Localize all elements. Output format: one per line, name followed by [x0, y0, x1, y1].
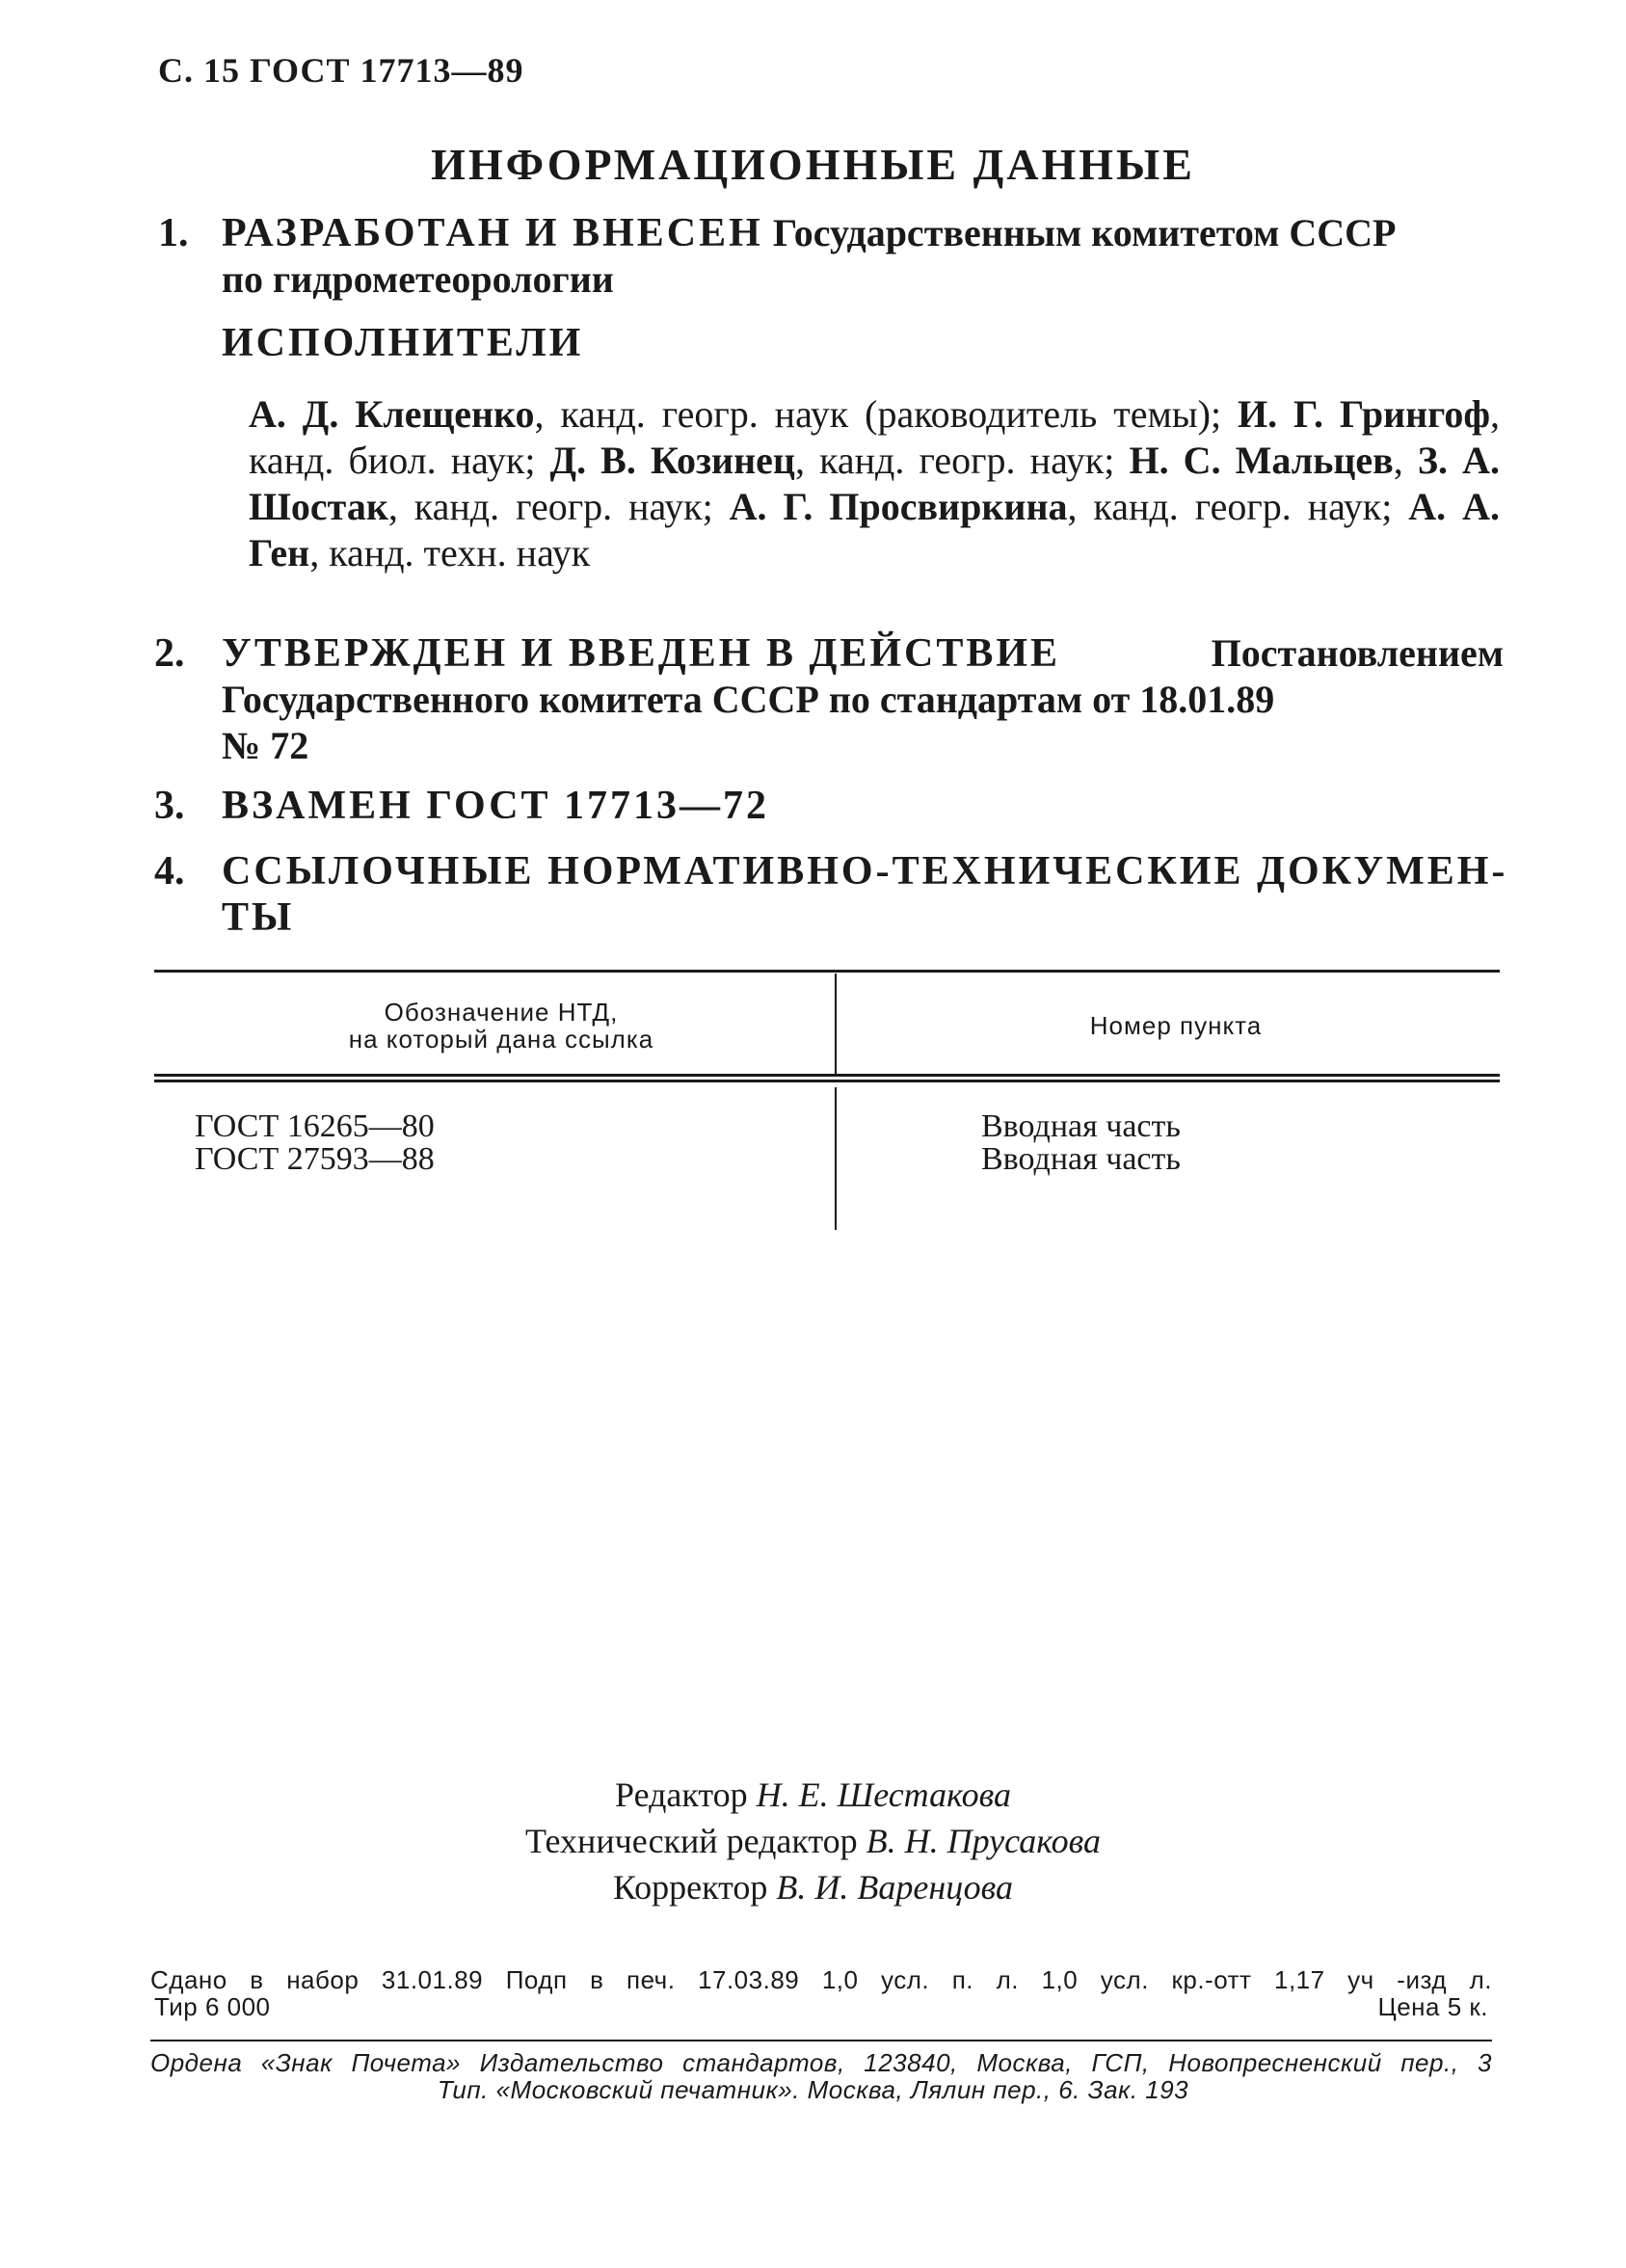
imprint-price: Цена 5 к.: [1377, 1992, 1488, 2021]
table-cell-doc: ГОСТ 27593—88: [195, 1141, 435, 1177]
executor-name: Н. С. Мальцев: [1129, 439, 1394, 482]
executor-role: , канд. биол. наук;: [249, 392, 1501, 482]
item-3-heading: ВЗАМЕН ГОСТ 17713—72: [222, 784, 770, 828]
credits-editor-label: Редактор: [615, 1775, 757, 1814]
item-2-heading: УТВЕРЖДЕН И ВВЕДЕН В ДЕЙСТВИЕ: [222, 631, 1061, 676]
item-1-text-line2: по гидрометеорологии: [222, 257, 614, 301]
executors-label: ИСПОЛНИТЕЛИ: [222, 321, 584, 365]
executor-name: А. А. Ген: [249, 485, 1500, 574]
imprint-line-1: Сдано в набор 31.01.89 Подп в печ. 17.03.89 1,0 усл. п. л. 1,0 усл. кр.-отт 1,17 уч -изд л.: [150, 1965, 1492, 1994]
imprint-publisher: Ордена «Знак Почета» Издательство стандартов, 123840, Москва, ГСП, Новопресненский пер., 3: [150, 2048, 1492, 2077]
imprint-circulation: Тир 6 000: [154, 1992, 271, 2021]
credits-tech-editor: [0, 1816, 1626, 1866]
page-header: С. 15 ГОСТ 17713—89: [158, 51, 524, 90]
table-body-divider: [835, 1087, 837, 1230]
table-cell-clause: Вводная часть: [981, 1108, 1181, 1144]
table-header-doc: [193, 999, 810, 1053]
executor-name: Д. В. Козинец: [549, 439, 795, 482]
item-3-number: 3.: [154, 784, 185, 828]
document-title: ИНФОРМАЦИОННЫЕ ДАННЫЕ: [431, 140, 1195, 189]
executor-role: , канд. геогр. наук;: [387, 485, 730, 528]
item-2: [222, 630, 1504, 769]
item-2-text-line2: Государственного комитета СССР по стандартам от 18.01.89: [222, 678, 1275, 721]
item-2-text-line3: № 72: [222, 724, 309, 767]
item-4: [222, 848, 1513, 941]
item-2-number: 2.: [154, 631, 185, 676]
imprint-printer: Тип. «Московский печатник». Москва, Лялин пер., 6. Зак. 193: [437, 2075, 1189, 2104]
executor-name: И. Г. Грингоф: [1238, 392, 1491, 436]
table-cell-doc: ГОСТ 16265—80: [195, 1108, 435, 1144]
table-header-doc-line1: Обозначение НТД,: [384, 998, 619, 1027]
credits-corrector: [0, 1862, 1626, 1912]
table-top-rule: [154, 970, 1500, 973]
credits-editor: [0, 1770, 1626, 1820]
table-header-clause: Номер пункта: [1089, 1011, 1263, 1040]
table-header-divider: [835, 974, 837, 1074]
item-3: [222, 783, 769, 829]
item-2-text-line1: Постановлением: [1211, 631, 1504, 675]
item-1-heading: РАЗРАБОТАН И ВНЕСЕН: [222, 211, 763, 255]
executor-role: , канд. геогр. наук;: [1067, 485, 1409, 528]
credits-corrector-name: В. И. Варенцова: [776, 1868, 1014, 1907]
credits-tech-editor-label: Технический редактор: [524, 1822, 866, 1860]
item-1: [222, 210, 1513, 303]
executor-name: А. Г. Просвиркина: [729, 485, 1068, 528]
executor-role: , канд. геогр. наук (раководитель темы);: [534, 392, 1238, 436]
executor-role: ,: [1393, 439, 1418, 482]
credits-corrector-label: Корректор: [612, 1868, 777, 1907]
executor-role: , канд. геогр. наук;: [794, 439, 1130, 482]
credits-tech-editor-name: В. Н. Прусакова: [866, 1822, 1102, 1860]
table-header-rule-2: [154, 1080, 1500, 1082]
table-header-doc-line2: на который дана ссылка: [348, 1025, 654, 1054]
item-1-text-line1: Государственным комитетом СССР: [762, 211, 1397, 254]
executor-name: З. А. Шостак: [249, 439, 1500, 528]
item-1-number: 1.: [158, 211, 189, 255]
executor-role: , канд. техн. наук: [309, 531, 591, 574]
credits-editor-name: Н. Е. Шестакова: [756, 1775, 1011, 1814]
imprint-rule: [150, 2040, 1492, 2041]
item-4-heading-line1: ССЫЛОЧНЫЕ НОРМАТИВНО-ТЕХНИЧЕСКИЕ ДОКУМЕН-: [222, 849, 1508, 894]
item-4-heading-line2: ТЫ: [222, 895, 295, 940]
item-4-number: 4.: [154, 849, 185, 894]
table-header-rule-1: [154, 1074, 1500, 1077]
table-cell-clause: Вводная часть: [981, 1141, 1181, 1177]
executors-list: [249, 391, 1500, 576]
executor-name: А. Д. Клещенко: [249, 392, 535, 436]
